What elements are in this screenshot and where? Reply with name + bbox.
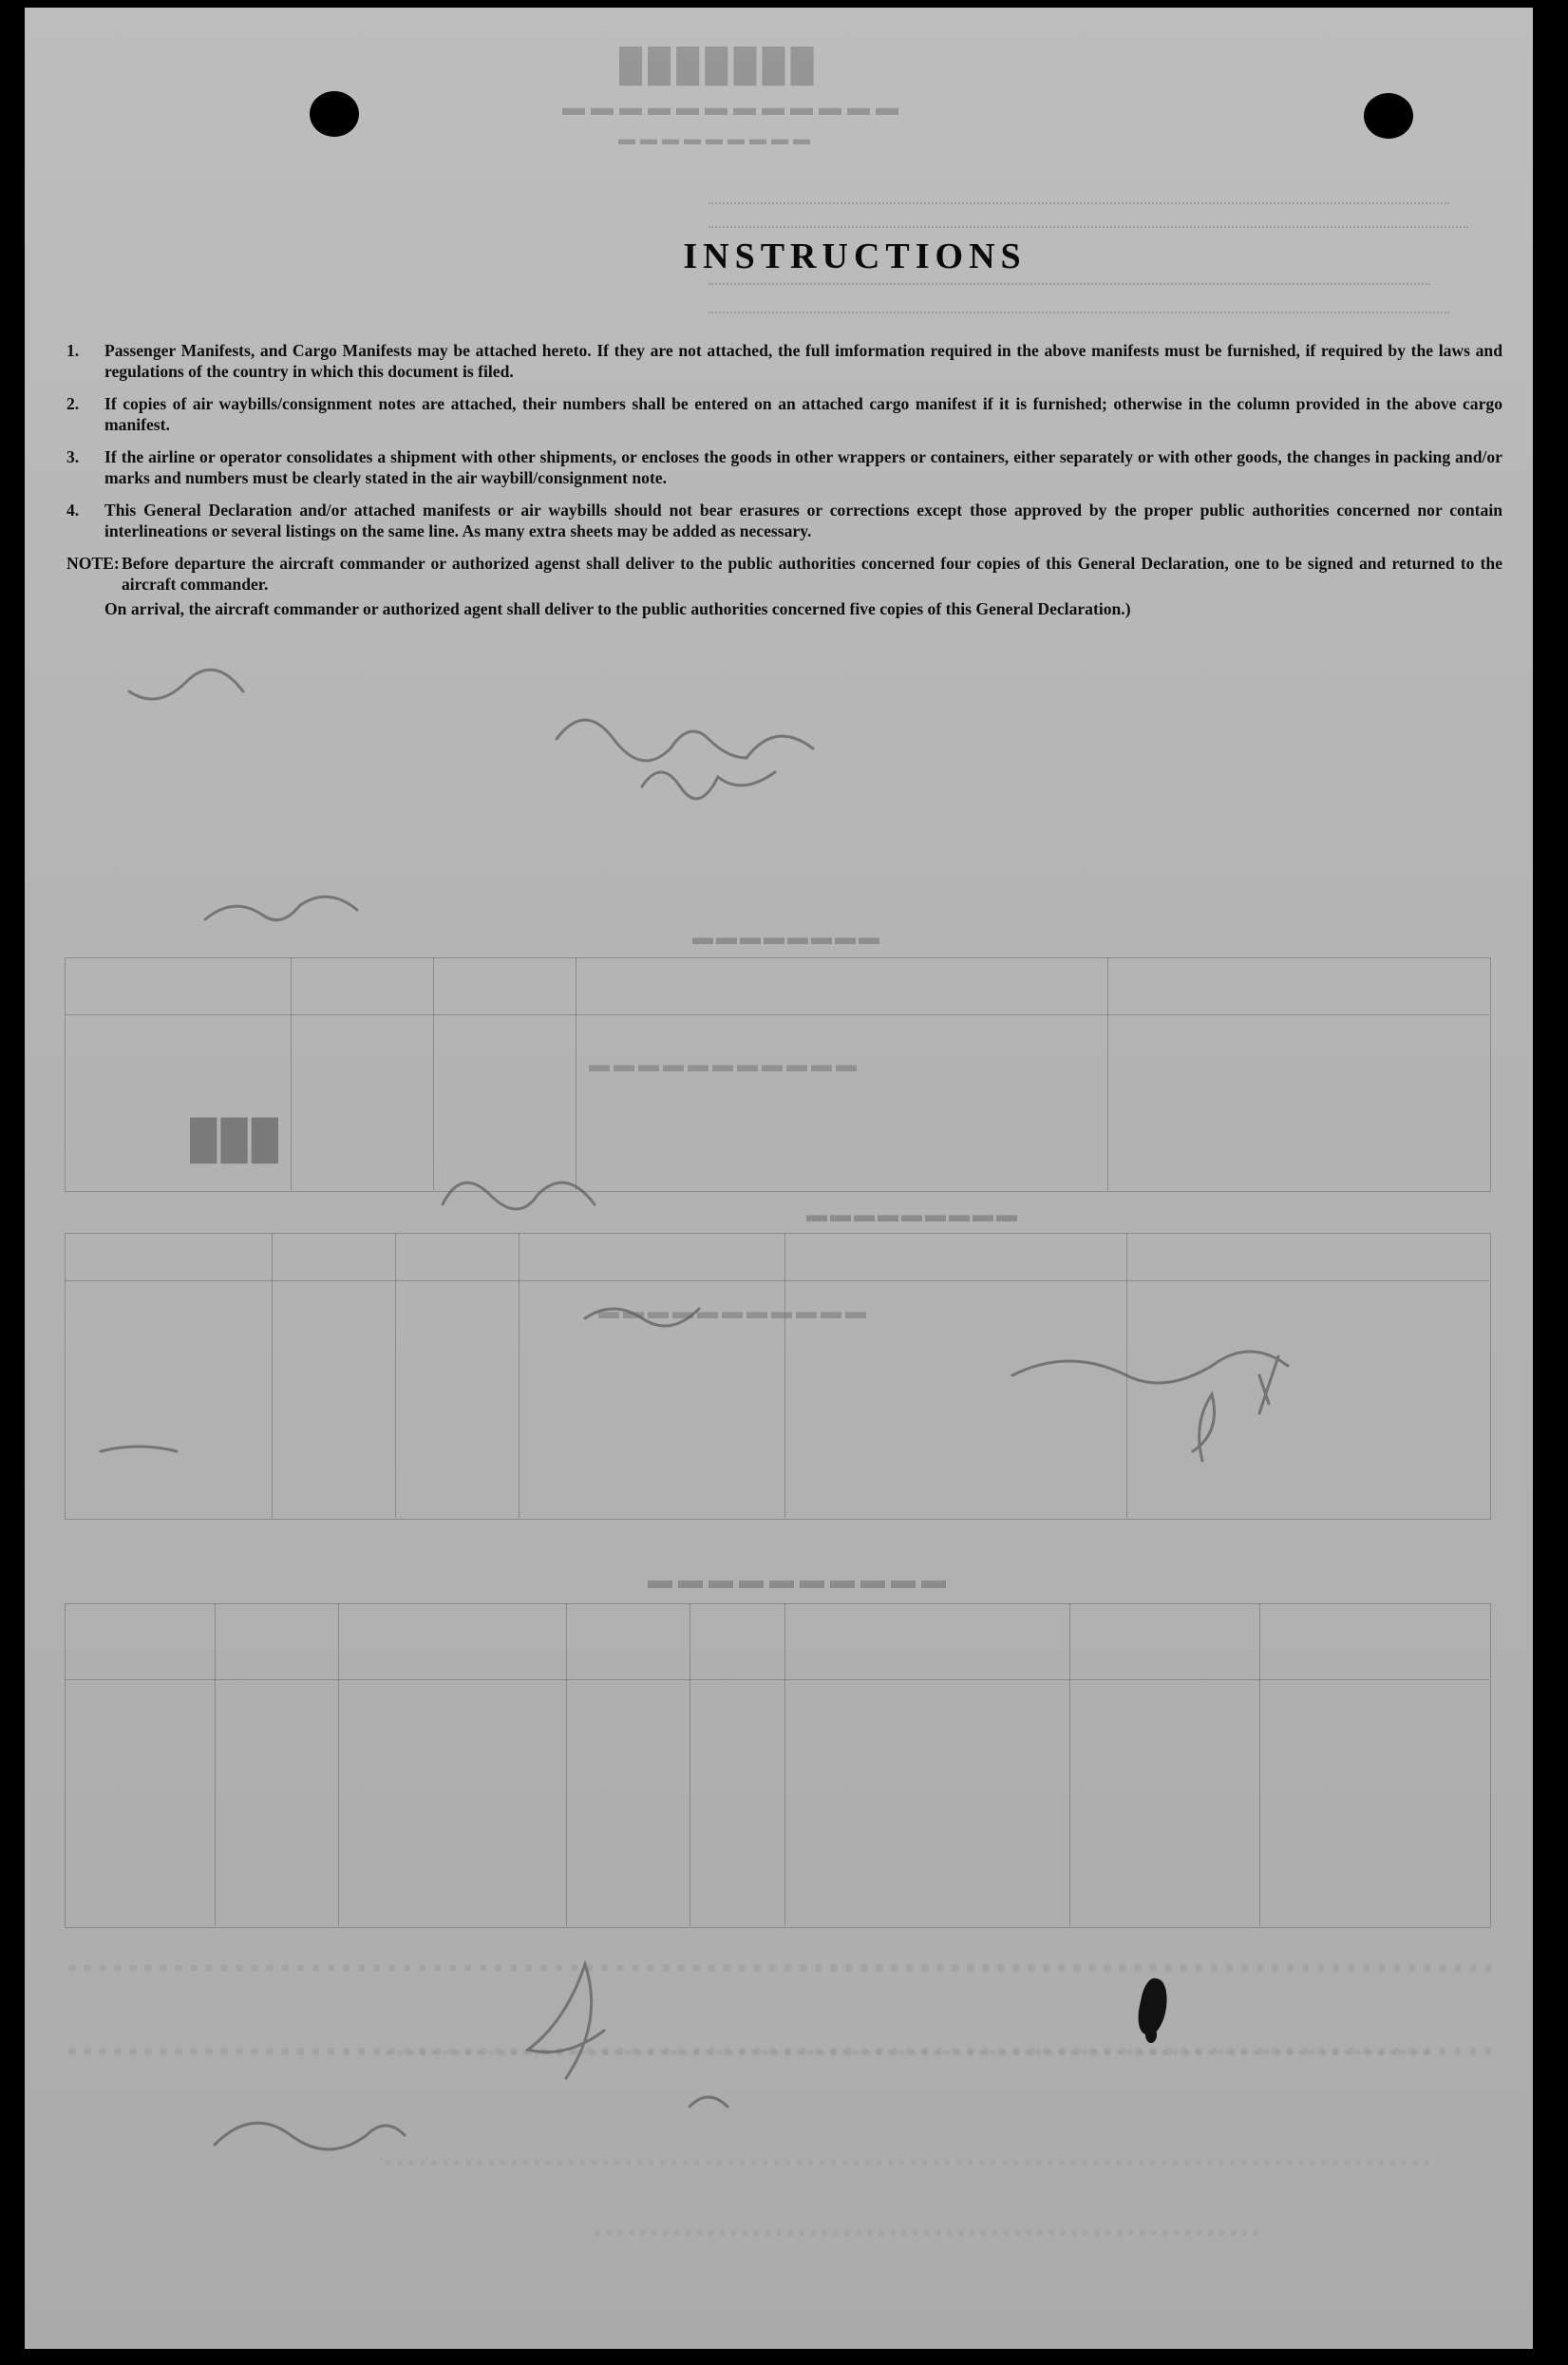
note-label: NOTE: [66, 554, 120, 573]
instruction-text: If copies of air waybills/consignment notes are attached, their numbers shall be entered on an attached cargo manifest if it is furnished; otherwise in the column provided in the above cargo manifest. [104, 394, 1502, 434]
instruction-number: 4. [66, 501, 80, 520]
bleed-section-title: ▬▬▬▬▬▬▬▬▬ [803, 1202, 1017, 1226]
note-text: Before departure the aircraft commander or authorized agenst shall deliver to the public authorities concerned four copies of this General Declaration, one to be signed and returned to the aircraft commander. [122, 554, 1502, 594]
instruction-number: 2. [66, 394, 80, 413]
handwriting-scribbles [25, 8, 1533, 2349]
instruction-number: 3. [66, 447, 80, 466]
instruction-text: This General Declaration and/or attached manifests or air waybills should not bear erasures or corrections except those approved by the proper public authorities concerned nor contain interlineations or several listings on the same line. As many extra sheets may be added as necessary. [104, 501, 1502, 540]
bleed-section-title: ▬▬▬▬▬▬▬▬ [690, 925, 879, 949]
instruction-text: Passenger Manifests, and Cargo Manifests may be attached hereto. If they are not attached, the full imformation required in the above manifests must be furnished, if required by the laws and regulations of the country in which this document is filed. [104, 341, 1502, 381]
bleed-through-subheader-2: ▬▬▬▬▬▬▬▬▬ [614, 129, 810, 148]
bleed-section-title: ▬▬▬▬▬▬▬▬▬▬ [642, 1565, 946, 1594]
instruction-number: 1. [66, 341, 80, 360]
bleed-through-header: ███████ [614, 47, 814, 84]
document-page [25, 8, 1533, 2349]
bleed-row-text: ▬▬▬▬▬▬▬▬▬▬▬ [595, 1299, 866, 1323]
instruction-text: If the airline or operator consolidates a shipment with other shipments, or encloses the goods in other wrappers or containers, either separately or with other goods, the changes in packing and/or marks and numbers must be clearly stated in the air waybill/consignment note. [104, 447, 1502, 487]
bleed-stamp: ███ [186, 1119, 279, 1161]
bleed-row-text: ▬▬▬▬▬▬▬▬▬▬▬ [585, 1052, 857, 1076]
bleed-through-subheader: ▬▬▬▬▬▬▬▬▬▬▬▬ [557, 95, 898, 121]
page-title: INSTRUCTIONS [683, 236, 1027, 276]
note-paragraph-2: On arrival, the aircraft commander or authorized agent shall deliver to the public authorities concerned five copies of this General Declaration.) [104, 599, 1131, 618]
